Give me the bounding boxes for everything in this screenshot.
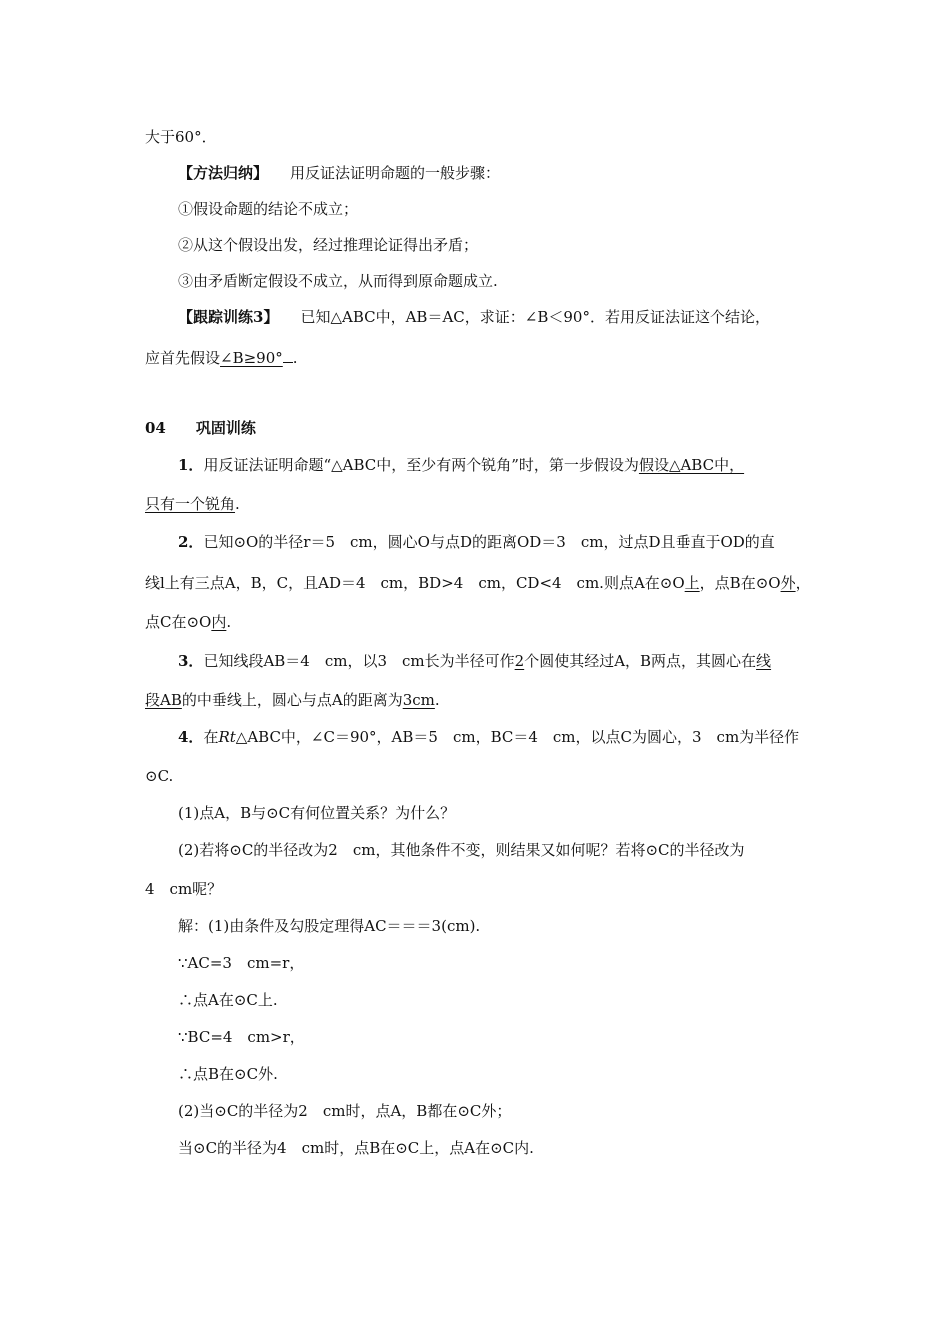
question-4-text-1b: △ABC中，∠C＝90°，AB＝5 cm，BC＝4 cm，以点C为圆心，3 cm为半径作 — [235, 728, 800, 746]
question-2-text-2a: 线l上有三点A，B，C，且AD＝4 cm，BD>4 cm，CD<4 cm.则点A在⊙O — [145, 574, 685, 592]
question-3-answer-1: 2 — [514, 652, 525, 670]
question-2-answer-3: 内 — [211, 613, 227, 631]
question-4-rt: Rt — [218, 728, 236, 746]
track-exercise-line1 — [178, 307, 770, 327]
track-line2-pre: 应首先假设 — [145, 349, 221, 367]
paragraph-continuation: 大于60°． — [145, 128, 217, 146]
track-text: 已知△ABC中，AB＝AC，求证：∠B＜90°．若用反证法证这个结论， — [300, 308, 770, 326]
track-tag: 【跟踪训练3】 — [178, 308, 279, 326]
section-number: 04 — [145, 419, 166, 437]
method-step-1: ①假设命题的结论不成立； — [178, 200, 359, 218]
question-2-line2 — [145, 573, 811, 593]
method-step-3: ③由矛盾断定假设不成立，从而得到原命题成立. — [178, 272, 498, 290]
solution-line-4: ∵BC=4 cm>r， — [178, 1028, 305, 1046]
solution-line-7: 当⊙C的半径为4 cm时，点B在⊙C上，点A在⊙C内. — [178, 1139, 534, 1157]
method-summary — [178, 163, 500, 183]
solution-line-2: ∵AC=3 cm=r， — [178, 954, 305, 972]
question-4-sub-1: (1)点A，B与⊙C有何位置关系？为什么？ — [178, 804, 456, 822]
track-answer: ∠B≥90° — [220, 349, 283, 367]
question-2-number: 2． — [178, 533, 204, 551]
question-4-line2: ⊙C. — [145, 767, 174, 785]
question-4-sub-2a: (2)若将⊙C的半径改为2 cm，其他条件不变，则结果又如何呢？若将⊙C的半径改为 — [178, 841, 745, 859]
solution-line-1: 解：(1)由条件及勾股定理得AC＝＝＝3(cm). — [178, 917, 481, 935]
question-3-line1 — [178, 651, 771, 671]
method-tag: 【方法归纳】 — [178, 164, 269, 182]
question-3-text-2b: . — [434, 691, 440, 709]
question-2-line1 — [178, 532, 775, 552]
track-line2-post: . — [292, 349, 298, 367]
question-3-answer-2b: 段AB — [145, 691, 182, 709]
question-3-text-1a: 已知线段AB＝4 cm，以3 cm长为半径可作 — [203, 652, 515, 670]
question-2-line3 — [145, 612, 231, 632]
solution-line-6: (2)当⊙C的半径为2 cm时，点A，B都在⊙C外； — [178, 1102, 512, 1120]
question-1-number: 1． — [178, 456, 204, 474]
question-1-text: 用反证法证明命题“△ABC中，至少有两个锐角”时，第一步假设为 — [203, 456, 639, 474]
question-3-number: 3． — [178, 652, 204, 670]
question-2-text-1: 已知⊙O的半径r＝5 cm，圆心O与点D的距离OD＝3 cm，过点D且垂直于OD的直 — [203, 533, 775, 551]
question-1-answer-part2: 只有一个锐角 — [145, 495, 236, 513]
question-4-number: 4． — [178, 728, 204, 746]
section-heading — [145, 418, 256, 438]
question-1-line2 — [145, 494, 240, 514]
method-step-2: ②从这个假设出发，经过推理论证得出矛盾； — [178, 236, 479, 254]
solution-line-3: ∴点A在⊙C上. — [178, 991, 278, 1009]
question-4-sub-2b: 4 cm呢？ — [145, 880, 223, 898]
question-3-answer-2a: 线 — [756, 652, 772, 670]
question-2-answer-2: 外 — [780, 574, 796, 592]
track-exercise-line2 — [145, 348, 298, 368]
question-3-answer-3: 3cm — [402, 691, 435, 709]
question-1-answer-part1: 假设△ABC中， — [638, 456, 745, 474]
question-2-text-2c: ， — [795, 574, 811, 592]
question-4-line1 — [178, 727, 799, 747]
question-2-text-3a: 点C在⊙O — [145, 613, 212, 631]
question-3-text-1b: 个圆使其经过A，B两点，其圆心在 — [524, 652, 757, 670]
question-4-text-1a: 在 — [203, 728, 219, 746]
solution-line-5: ∴点B在⊙C外. — [178, 1065, 278, 1083]
question-1-end: . — [235, 495, 240, 513]
section-title: 巩固训练 — [195, 419, 256, 437]
question-3-text-2a: 的中垂线上，圆心与点A的距离为 — [181, 691, 403, 709]
question-2-text-2b: ，点B在⊙O — [699, 574, 781, 592]
question-3-line2 — [145, 690, 440, 710]
method-text: 用反证法证明命题的一般步骤： — [290, 164, 501, 182]
question-2-text-3b: . — [226, 613, 232, 631]
question-1-line1 — [178, 455, 744, 475]
question-2-answer-1: 上 — [684, 574, 700, 592]
